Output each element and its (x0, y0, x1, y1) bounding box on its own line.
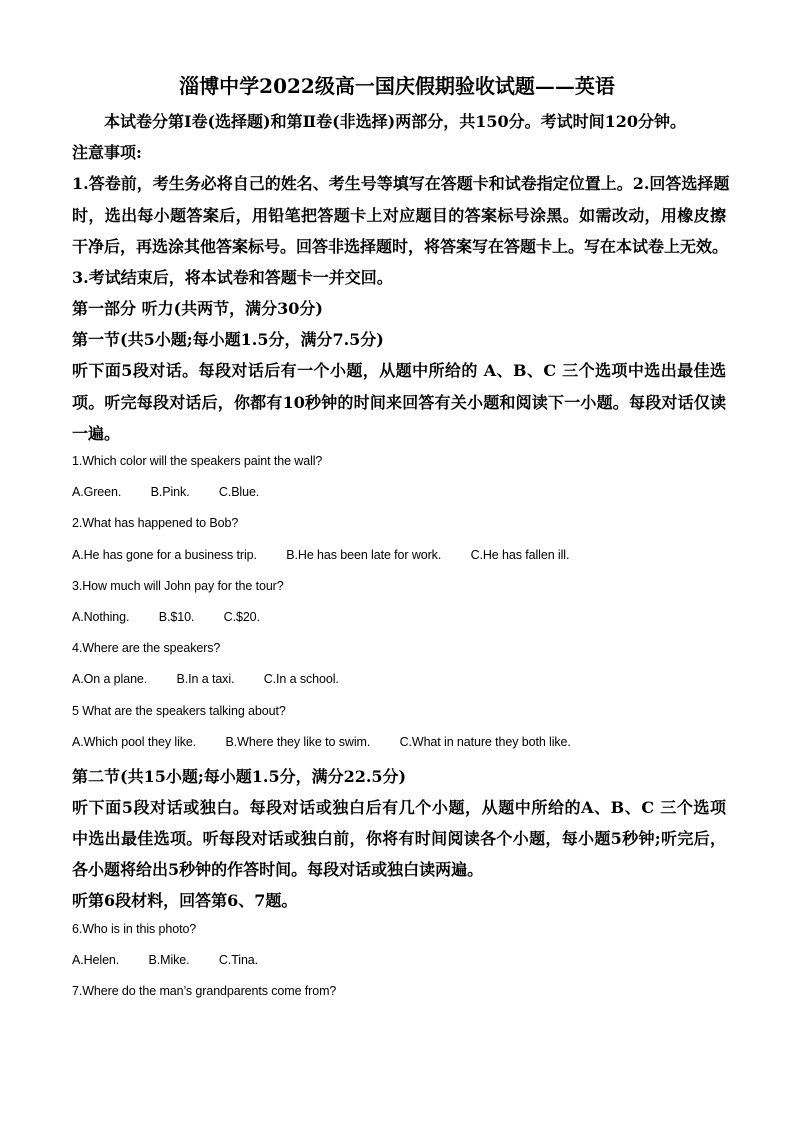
question-text: 1.Which color will the speakers paint the wall? (72, 454, 323, 468)
question-text: 6.Who is in this photo? (72, 922, 197, 936)
option-c: C.What in nature they both like. (399, 735, 571, 749)
option-b: B.$10. (158, 610, 195, 624)
option-a: A.Green. (72, 485, 122, 499)
question-options (72, 610, 726, 624)
section1-instruction: 一遍。 (72, 424, 121, 443)
intro-text: 本试卷分第Ⅰ卷(选择题)和第Ⅱ卷(非选择)两部分，共150分。考试时间120分钟。 (104, 112, 687, 131)
section2-heading: 第二节(共15小题;每小题1.5分，满分22.5分) (72, 767, 407, 786)
part1-heading: 第一部分 听力(共两节，满分30分) (72, 299, 323, 318)
option-a: A.Helen. (72, 953, 120, 967)
option-a: A.On a plane. (72, 672, 148, 686)
option-a: A.Nothing. (72, 610, 130, 624)
question-options (72, 485, 726, 499)
option-b: B.He has been late for work. (286, 548, 442, 562)
option-c: C.In a school. (263, 672, 339, 686)
notice-line: 时，选出每小题答案后，用铅笔把答题卡上对应题目的答案标号涂黑。如需改动，用橡皮擦 (72, 206, 726, 225)
option-c: C.Tina. (218, 953, 259, 967)
option-a: A.He has gone for a business trip. (72, 548, 257, 562)
question-text: 2.What has happened to Bob? (72, 516, 239, 530)
page-title: 淄博中学2022级高一国庆假期验收试题——英语 (179, 74, 615, 98)
option-b: B.Mike. (148, 953, 190, 967)
question-options (72, 672, 726, 686)
section1-instruction: 听下面5段对话。每段对话后有一个小题，从题中所给的 A、B、C 三个选项中选出最佳选 (72, 361, 726, 380)
question-options (72, 735, 726, 749)
option-b: B.In a taxi. (176, 672, 235, 686)
option-c: C.Blue. (218, 485, 260, 499)
notice-line: 3.考试结束后，将本试卷和答题卡一并交回。 (72, 268, 393, 287)
question-text: 3.How much will John pay for the tour? (72, 579, 284, 593)
section1-heading: 第一节(共5小题;每小题1.5分，满分7.5分) (72, 330, 384, 349)
section2-instruction: 听下面5段对话或独白。每段对话或独白后有几个小题，从题中所给的A、B、C 三个选项 (72, 798, 726, 817)
notice-line: 干净后，再选涂其他答案标号。回答非选择题时，将答案写在答题卡上。写在本试卷上无效。 (72, 237, 729, 256)
material6-heading: 听第6段材料，回答第6、7题。 (72, 891, 298, 910)
option-b: B.Where they like to swim. (225, 735, 371, 749)
question-options (72, 548, 726, 562)
section2-instruction: 各小题将给出5秒钟的作答时间。每段对话或独白读两遍。 (72, 860, 484, 879)
question-options (72, 953, 726, 967)
option-c: C.He has fallen ill. (470, 548, 570, 562)
section1-instruction: 项。听完每段对话后，你都有10秒钟的时间来回答有关小题和阅读下一小题。每段对话仅读 (72, 393, 726, 412)
option-a: A.Which pool they like. (72, 735, 197, 749)
notice-line: 1.答卷前，考生务必将自己的姓名、考生号等填写在答题卡和试卷指定位置上。2.回答选择题 (72, 174, 730, 193)
notice-heading: 注意事项: (72, 143, 142, 162)
question-text: 5 What are the speakers talking about? (72, 704, 286, 718)
option-c: C.$20. (223, 610, 260, 624)
section2-instruction: 中选出最佳选项。听每段对话或独白前，你将有时间阅读各个小题，每小题5秒钟;听完后， (72, 829, 726, 848)
option-b: B.Pink. (150, 485, 190, 499)
question-text: 4.Where are the speakers? (72, 641, 221, 655)
question-text: 7.Where do the man’s grandparents come from? (72, 984, 337, 998)
